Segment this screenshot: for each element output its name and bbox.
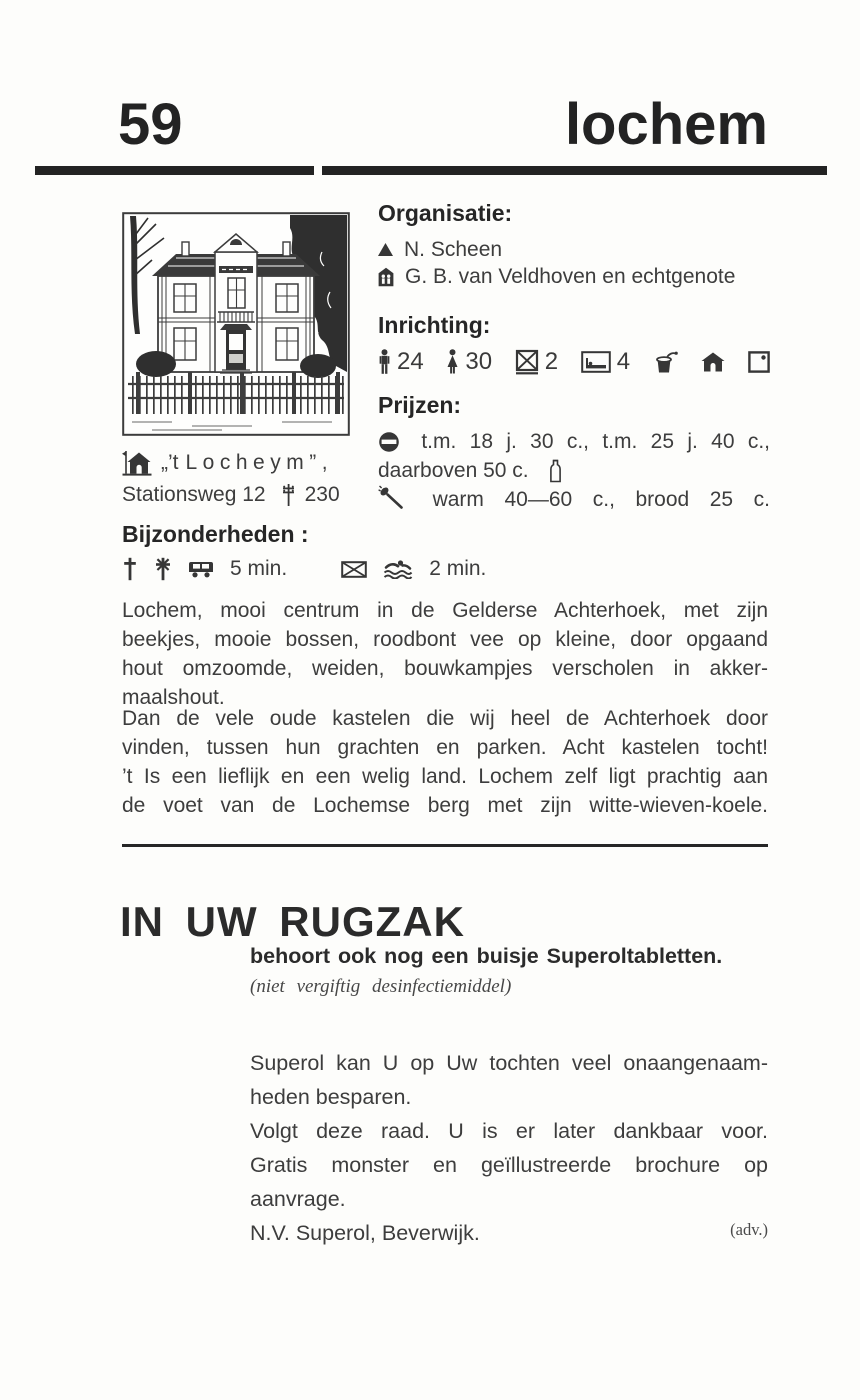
text-line: ’t Is een lieflijk en een welig land. Lochem zelf ligt prachtig aan	[122, 765, 768, 788]
organisatie-section	[378, 201, 770, 290]
leader-name: N. Scheen	[404, 238, 503, 262]
overnight-prices: t.m. 18 j. 30 c., t.m. 25 j. 40 c.,	[421, 430, 770, 454]
bijzonderheden-heading: Bijzonderheden :	[122, 521, 309, 547]
inrichting-heading: Inrichting:	[378, 312, 491, 338]
houseparents-icon	[378, 267, 394, 287]
leader-triangle-icon	[378, 243, 393, 256]
swim-distance: 2 min.	[429, 557, 487, 581]
hostel-name-line	[122, 450, 333, 476]
text-line: hout omzoomde, weiden, bouwkampjes verscholen in akker-	[122, 657, 768, 680]
page-title: lochem	[564, 92, 768, 157]
hostel-address-line	[122, 483, 340, 507]
bus-icon	[188, 560, 214, 578]
houseparents-names: G. B. van Veldhoven en echtgenote	[405, 265, 736, 289]
text-line: vinden, tussen hun grachten en parken. Acht kastelen tocht!	[122, 736, 768, 759]
organisatie-heading: Organisatie:	[378, 200, 513, 226]
catholic-church-radiant-cross-icon	[154, 557, 172, 581]
house-icon	[701, 352, 725, 372]
advert-company: N.V. Superol, Beverwijk.	[250, 1221, 480, 1245]
advert-body	[250, 1046, 768, 1250]
section-divider-rule	[122, 844, 768, 847]
advert-line: Superol kan U op Uw tochten veel onaangenaam-	[250, 1051, 768, 1075]
meal-prices: warm 40—60 c., brood 25 c.	[432, 488, 770, 512]
bus-distance: 5 min.	[230, 557, 288, 581]
hostel-name: Locheym”,	[185, 451, 334, 474]
text-line: Lochem, mooi centrum in de Gelderse Achterhoek, met zijn	[122, 599, 768, 622]
advert-signature-line	[250, 1216, 768, 1250]
text-line: Dan de vele oude kastelen die wij heel de Achterhoek door	[122, 707, 768, 730]
advert-line: Volgt deze raad. U is er later dankbaar voor.	[250, 1119, 768, 1143]
page-number: 59	[118, 92, 183, 157]
bijzonderheden-section	[122, 522, 768, 581]
girls-icon	[446, 349, 459, 375]
overnight-icon	[378, 431, 400, 453]
meals-spoon-icon	[378, 485, 404, 511]
header-rule-right	[322, 166, 827, 175]
text-line: de voet van de Lochemse berg met zijn witte-wieven-koele.	[122, 794, 768, 817]
boys-count: 24	[397, 348, 424, 376]
beds-count: 4	[616, 348, 631, 376]
text-line: beekjes, mooie bossen, roodbont vee op kleine, door opgaand	[122, 628, 768, 651]
washroom-icon	[515, 349, 539, 375]
washroom-count: 2	[544, 348, 559, 376]
header-rule-left	[35, 166, 314, 175]
dayroom-icon	[748, 351, 770, 373]
overnight-prices-2: daarboven 50 c.	[378, 458, 529, 482]
protestant-church-cross-icon	[122, 557, 138, 581]
boys-icon	[378, 349, 391, 375]
street-address: Stationsweg 12	[122, 483, 266, 506]
swimming-icon	[383, 559, 413, 579]
advert-line: aanvrage.	[250, 1187, 346, 1211]
prijzen-heading: Prijzen:	[378, 392, 462, 418]
description-paragraph-1	[122, 596, 768, 712]
advert-line: heden besparen.	[250, 1085, 412, 1109]
water-pump-icon	[653, 349, 679, 375]
description-paragraph-2	[122, 704, 768, 820]
adv-label: (adv.)	[730, 1220, 768, 1239]
advert-line: Gratis monster en geïllustreerde brochure op	[250, 1153, 768, 1177]
advert-note: (niet vergiftig desinfectiemiddel)	[250, 976, 512, 997]
hostel-illustration	[122, 212, 350, 436]
post-office-envelope-icon	[341, 561, 367, 578]
telephone-icon	[282, 483, 295, 507]
inrichting-section	[378, 313, 770, 376]
prijzen-section	[378, 393, 770, 515]
hostel-name-prefix: „’t	[161, 451, 179, 474]
phone-number: 230	[304, 483, 340, 506]
advert-lead: behoort ook nog een buisje Superoltabletten.	[250, 944, 723, 968]
girls-count: 30	[465, 348, 493, 376]
advert-heading: IN UW RUGZAK	[120, 897, 465, 945]
hostel-house-flag-icon	[122, 450, 152, 476]
milk-bottle-icon	[550, 459, 561, 483]
beds-icon	[581, 351, 611, 373]
text-line: maalshout.	[122, 686, 225, 709]
